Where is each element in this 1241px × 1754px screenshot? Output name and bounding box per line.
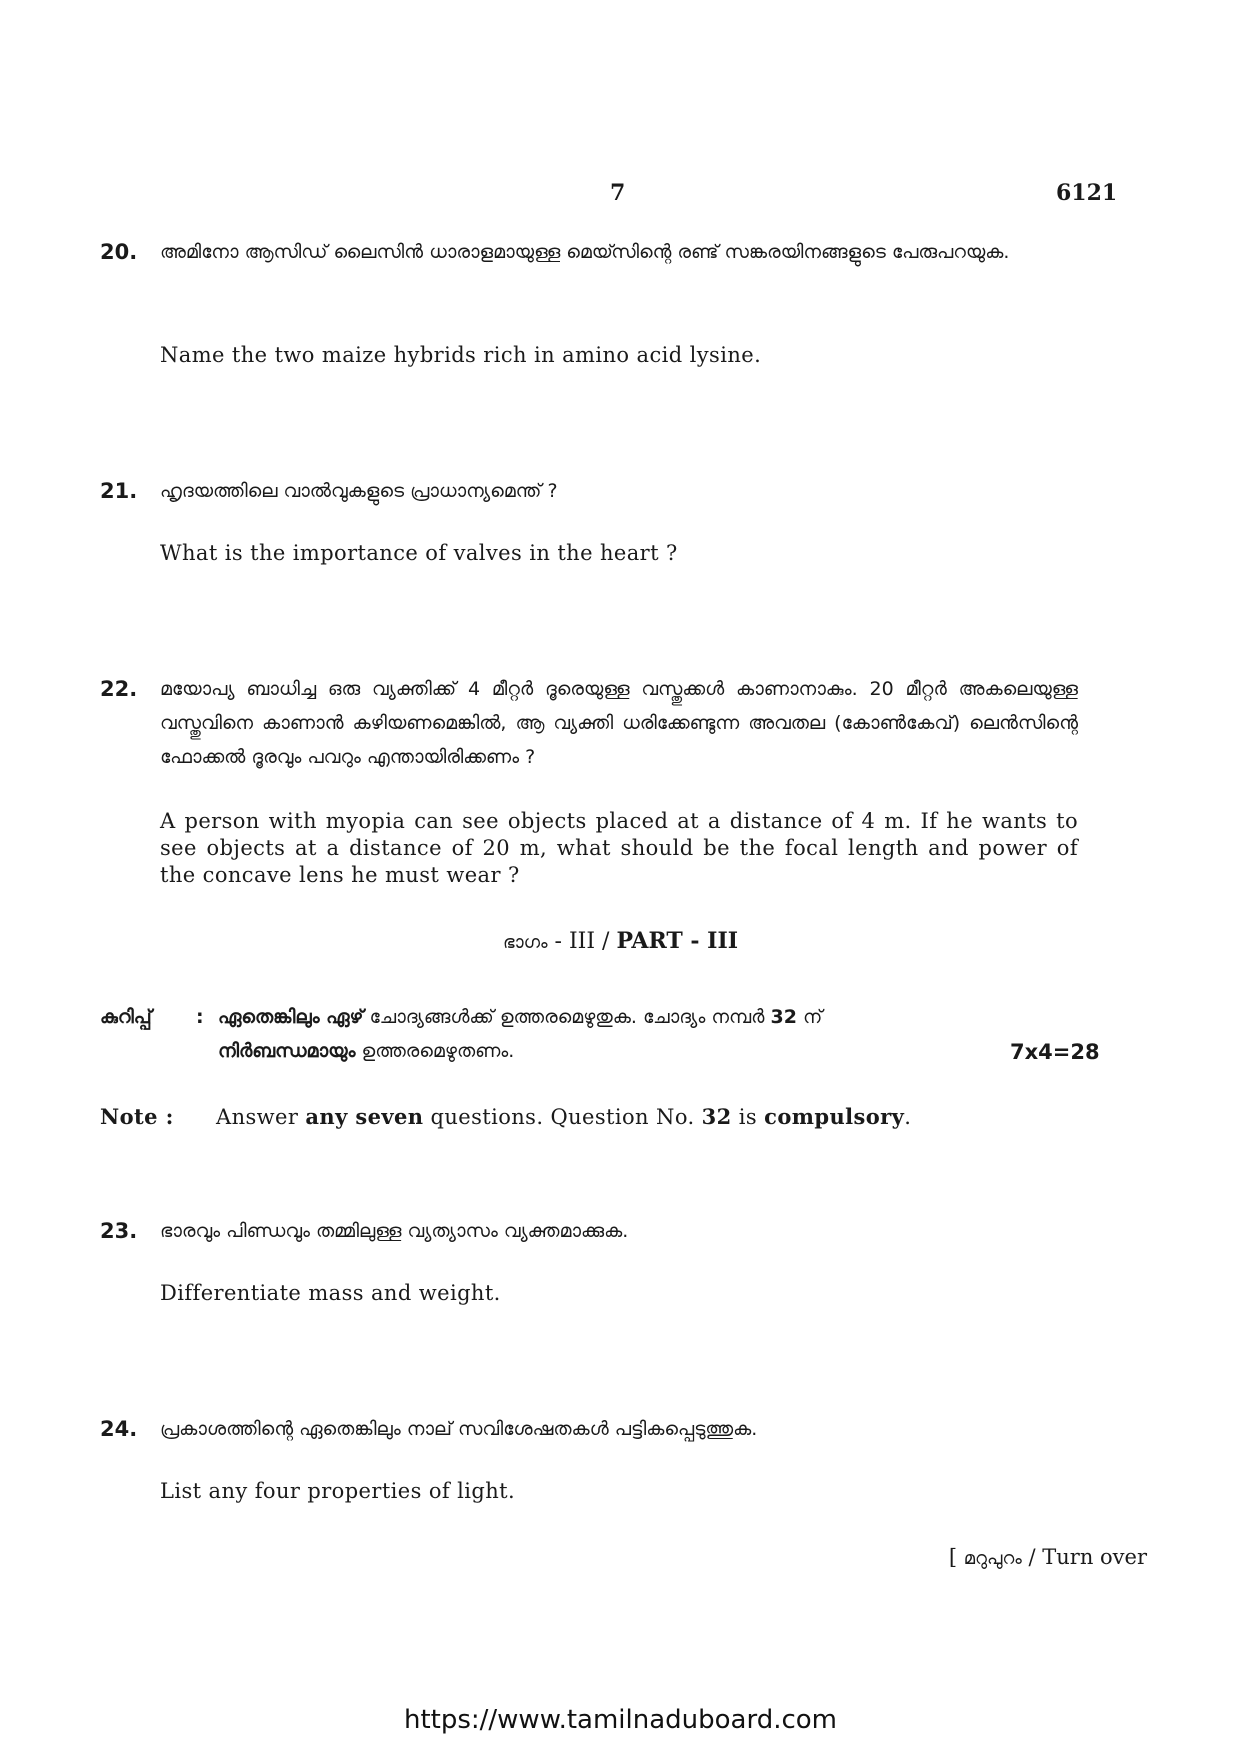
question-number-22: 22. [100, 677, 138, 701]
instruction-text2: ന് [796, 1006, 823, 1028]
instruction-any-seven-malayalam: ഏതെങ്കിലും ഏഴ് [218, 1006, 364, 1028]
question-number-23: 23. [100, 1219, 138, 1243]
note-question-number: 32 [701, 1104, 732, 1129]
page-number: 7 [610, 180, 626, 206]
question-20-malayalam: അമിനോ ആസിഡ് ലൈസിൻ ധാരാളമായുള്ള മെയ്സിന്റെ രണ്ട് സങ്കരയിനങ്ങളുടെ പേരുപറയുക. [160, 241, 1010, 263]
question-20-english: Name the two maize hybrids rich in amino acid lysine. [160, 343, 762, 367]
instruction-question-number: 32 [770, 1006, 797, 1028]
note-text-2: questions. Question No. [423, 1105, 702, 1129]
question-24-malayalam: പ്രകാശത്തിന്റെ ഏതെങ്കിലും നാല് സവിശേഷതകൾ പട്ടികപ്പെടുത്തുക. [160, 1418, 758, 1440]
instruction-label-malayalam: കുറിപ്പ് [100, 1006, 152, 1028]
part-heading-malayalam: ഭാഗം [502, 932, 548, 953]
note-text-1: Answer [216, 1105, 306, 1129]
note-text-4: . [904, 1105, 912, 1129]
question-number-24: 24. [100, 1417, 138, 1441]
turn-over-bracket: [ [948, 1545, 958, 1569]
question-22-malayalam: മയോപ്യ ബാധിച്ച ഒരു വ്യക്തിക്ക് 4 മീറ്റർ ദൂരെയുള്ള വസ്തുക്കൾ കാണാനാകും. 20 മീറ്റർ അകലെയുള്ള വസ്തുവിനെ കാണാൻ കഴിയണമെങ്കിൽ, ആ വ്യക്തി ധരിക്കേണ്ടുന്ന അവതല (കോൺകേവ്) ലെൻസിന്റെ ഫോക്കൽ ദൂരവും പവറും എന്തായിരിക്കണം ? [160, 678, 1078, 768]
note-text [216, 1103, 1076, 1131]
turn-over-malayalam: മറുപുറം [963, 1548, 1022, 1569]
turn-over [949, 1545, 1147, 1569]
footer-url[interactable]: https://www.tamilnaduboard.com [403, 1705, 838, 1735]
question-21-english: What is the importance of valves in the heart ? [160, 541, 678, 565]
instruction-text3: ഉത്തരമെഴുതണം. [355, 1040, 515, 1062]
note-any-seven: any seven [305, 1104, 424, 1129]
question-number-20: 20. [100, 240, 138, 264]
part-heading-separator: - III / [547, 929, 617, 954]
marks-allocation: 7x4=28 [1010, 1040, 1100, 1064]
note-compulsory: compulsory [764, 1104, 905, 1129]
turn-over-english: / Turn over [1021, 1545, 1147, 1569]
instruction-malayalam-line1 [218, 1000, 1078, 1034]
question-24-english: List any four properties of light. [160, 1479, 516, 1503]
instruction-colon: : [196, 1006, 204, 1028]
question-22-english: A person with myopia can see objects placed at a distance of 4 m. If he wants to see objects at a distance of 20 m, what should be the focal length and power of the concave lens he must wear ? [160, 809, 1078, 887]
instruction-compulsory-malayalam: നിർബന്ധമായും [218, 1040, 356, 1062]
question-21-malayalam: ഹൃദയത്തിലെ വാൽവുകളുടെ പ്രാധാന്യമെന്ത് ? [160, 480, 558, 502]
question-23-malayalam: ഭാരവും പിണ്ഡവും തമ്മിലുള്ള വ്യത്യാസം വ്യക്തമാക്കുക. [160, 1220, 629, 1242]
paper-code: 6121 [1056, 180, 1118, 206]
question-number-21: 21. [100, 479, 138, 503]
instruction-text1: ചോദ്യങ്ങൾക്ക് ഉത്തരമെഴുതുക. ചോദ്യം നമ്പർ [363, 1006, 771, 1028]
note-label: Note : [100, 1104, 174, 1129]
part-heading-english: PART - III [616, 928, 739, 954]
instruction-malayalam-line2 [218, 1034, 818, 1068]
part-heading [0, 928, 1241, 954]
question-23-english: Differentiate mass and weight. [160, 1281, 501, 1305]
note-text-3: is [731, 1105, 765, 1129]
